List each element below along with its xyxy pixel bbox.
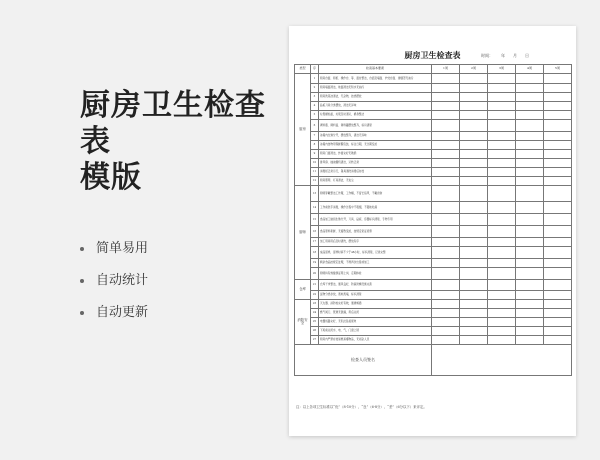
score-cell[interactable] bbox=[544, 93, 572, 102]
score-cell[interactable] bbox=[516, 280, 544, 291]
score-cell[interactable] bbox=[544, 280, 572, 291]
feature-item bbox=[80, 297, 148, 329]
year-label: 年 bbox=[501, 53, 505, 58]
table-row bbox=[295, 309, 572, 318]
score-cell[interactable] bbox=[544, 177, 572, 186]
score-cell[interactable] bbox=[544, 336, 572, 345]
score-cell[interactable] bbox=[488, 102, 516, 111]
score-cell[interactable] bbox=[544, 141, 572, 150]
row-number: 15 bbox=[311, 214, 319, 226]
criteria-cell: 食品原料新鲜，无腐败变质，按规定索证索票 bbox=[319, 226, 432, 238]
score-cell[interactable] bbox=[460, 214, 488, 226]
score-cell[interactable] bbox=[432, 84, 460, 93]
score-cell[interactable] bbox=[544, 186, 572, 202]
score-cell[interactable] bbox=[488, 120, 516, 132]
score-cell[interactable] bbox=[460, 247, 488, 259]
column-header: 3周 bbox=[488, 65, 516, 74]
criteria-cell: 厨房洗菜池清洁，无杂物，按类摆放 bbox=[319, 93, 432, 102]
criteria-cell: 食品加工做到生熟分开，刀具、砧板、容器标识清楚，专物专用 bbox=[319, 214, 432, 226]
score-cell[interactable] bbox=[544, 259, 572, 268]
score-cell[interactable] bbox=[488, 74, 516, 84]
table-row bbox=[295, 74, 572, 84]
score-cell[interactable] bbox=[516, 226, 544, 238]
table-row bbox=[295, 102, 572, 111]
feature-label: 自动统计 bbox=[96, 273, 149, 288]
score-cell[interactable] bbox=[432, 120, 460, 132]
score-cell[interactable] bbox=[488, 159, 516, 168]
score-cell[interactable] bbox=[432, 93, 460, 102]
row-number: 6 bbox=[311, 120, 319, 132]
criteria-cell: 厨师持有效健康证明上岗，定期体检 bbox=[319, 268, 432, 280]
month-label: 月 bbox=[513, 53, 517, 58]
criteria-cell: 成品留样，留样时间不少于48小时，标识清楚，记录完整 bbox=[319, 247, 432, 259]
signature-row bbox=[295, 345, 572, 376]
table-row bbox=[295, 318, 572, 327]
score-cell[interactable] bbox=[432, 226, 460, 238]
score-cell[interactable] bbox=[544, 84, 572, 93]
score-cell[interactable] bbox=[460, 327, 488, 336]
score-cell[interactable] bbox=[432, 168, 460, 177]
score-cell[interactable] bbox=[516, 84, 544, 93]
score-cell[interactable] bbox=[544, 327, 572, 336]
score-cell[interactable] bbox=[460, 300, 488, 309]
score-cell[interactable] bbox=[460, 150, 488, 159]
criteria-cell: 排风扇、抽油烟机清洁，运转正常 bbox=[319, 159, 432, 168]
score-cell[interactable] bbox=[544, 132, 572, 141]
category-cell: 仓库 bbox=[295, 280, 311, 300]
category-cell: 消防安全 bbox=[295, 300, 311, 345]
score-cell[interactable] bbox=[460, 120, 488, 132]
score-cell[interactable] bbox=[460, 111, 488, 120]
score-cell[interactable] bbox=[432, 300, 460, 309]
signature-field[interactable] bbox=[432, 345, 572, 376]
score-cell[interactable] bbox=[432, 259, 460, 268]
criteria-cell: 垃圾桶加盖，垃圾及时清运，桶身整洁 bbox=[319, 111, 432, 120]
row-number: 27 bbox=[311, 336, 319, 345]
score-cell[interactable] bbox=[516, 336, 544, 345]
document-preview bbox=[289, 26, 576, 436]
criteria-cell: 调料瓶、调料盒、调料罐摆放整齐，标识清楚 bbox=[319, 120, 432, 132]
criteria-cell: 厨房墙面清洁，地面清洁无积水无油污 bbox=[319, 84, 432, 93]
table-row bbox=[295, 336, 572, 345]
criteria-cell: 灭火器、消防栓完好有效，通道畅通 bbox=[319, 300, 432, 309]
row-number: 18 bbox=[311, 247, 319, 259]
promo-title-line2: 模版 bbox=[80, 160, 142, 195]
table-row bbox=[295, 259, 572, 268]
category-cell: 厨房 bbox=[295, 74, 311, 186]
score-cell[interactable] bbox=[516, 186, 544, 202]
row-number: 14 bbox=[311, 202, 319, 214]
score-cell[interactable] bbox=[460, 318, 488, 327]
criteria-cell: 厨房照明、灯具清洁，无灰尘 bbox=[319, 177, 432, 186]
score-cell[interactable] bbox=[516, 150, 544, 159]
score-cell[interactable] bbox=[516, 93, 544, 102]
column-header: 4周 bbox=[516, 65, 544, 74]
score-cell[interactable] bbox=[516, 168, 544, 177]
score-cell[interactable] bbox=[460, 268, 488, 280]
row-number: 2 bbox=[311, 84, 319, 93]
feature-item bbox=[80, 233, 148, 265]
row-number: 21 bbox=[311, 280, 319, 291]
table-row bbox=[295, 159, 572, 168]
score-cell[interactable] bbox=[432, 280, 460, 291]
score-cell[interactable] bbox=[488, 309, 516, 318]
row-number: 12 bbox=[311, 177, 319, 186]
score-cell[interactable] bbox=[488, 84, 516, 93]
score-cell[interactable] bbox=[432, 214, 460, 226]
table-row bbox=[295, 141, 572, 150]
score-cell[interactable] bbox=[544, 238, 572, 247]
promo-title-line1: 厨房卫生检查表 bbox=[80, 88, 266, 159]
score-cell[interactable] bbox=[460, 336, 488, 345]
table-row bbox=[295, 186, 572, 202]
table-row bbox=[295, 327, 572, 336]
score-cell[interactable] bbox=[460, 186, 488, 202]
score-cell[interactable] bbox=[432, 150, 460, 159]
day-label: 日 bbox=[525, 53, 529, 58]
score-cell[interactable] bbox=[516, 291, 544, 300]
score-cell[interactable] bbox=[516, 309, 544, 318]
score-cell[interactable] bbox=[544, 150, 572, 159]
score-cell[interactable] bbox=[516, 132, 544, 141]
score-cell[interactable] bbox=[460, 226, 488, 238]
score-cell[interactable] bbox=[516, 238, 544, 247]
score-cell[interactable] bbox=[432, 268, 460, 280]
criteria-cell: 燃气阀门、管道无泄漏，用后关闭 bbox=[319, 309, 432, 318]
score-cell[interactable] bbox=[516, 120, 544, 132]
score-cell[interactable] bbox=[432, 238, 460, 247]
score-cell[interactable] bbox=[544, 300, 572, 309]
score-cell[interactable] bbox=[544, 247, 572, 259]
score-cell[interactable] bbox=[544, 318, 572, 327]
signature-label: 检查人员签名 bbox=[295, 345, 432, 376]
column-header: 5周 bbox=[544, 65, 572, 74]
row-number: 10 bbox=[311, 159, 319, 168]
feature-label: 自动更新 bbox=[96, 305, 149, 320]
score-cell[interactable] bbox=[516, 247, 544, 259]
bullet-icon bbox=[80, 311, 84, 315]
feature-list bbox=[80, 233, 148, 329]
document-title: 厨房卫生检查表 bbox=[404, 50, 461, 60]
score-cell[interactable] bbox=[432, 74, 460, 84]
score-cell[interactable] bbox=[432, 327, 460, 336]
score-cell[interactable] bbox=[460, 259, 488, 268]
criteria-cell: 冰箱内食物用保鲜膜包装，标注日期，无过期变质 bbox=[319, 141, 432, 150]
row-number: 3 bbox=[311, 93, 319, 102]
score-cell[interactable] bbox=[460, 291, 488, 300]
criteria-cell: 厨房门窗清洁，纱窗完好无破损 bbox=[319, 150, 432, 159]
score-cell[interactable] bbox=[516, 141, 544, 150]
table-row bbox=[295, 150, 572, 159]
row-number: 5 bbox=[311, 111, 319, 120]
score-cell[interactable] bbox=[544, 202, 572, 214]
score-cell[interactable] bbox=[460, 238, 488, 247]
row-number: 19 bbox=[311, 259, 319, 268]
score-cell[interactable] bbox=[516, 74, 544, 84]
score-cell[interactable] bbox=[460, 202, 488, 214]
date-label: 时间： bbox=[481, 53, 493, 58]
table-row bbox=[295, 238, 572, 247]
column-header: 检查基本要素 bbox=[319, 65, 432, 74]
score-cell[interactable] bbox=[544, 214, 572, 226]
criteria-cell: 电器线路完好，无私拉乱接现象 bbox=[319, 318, 432, 327]
row-number: 22 bbox=[311, 291, 319, 300]
score-cell[interactable] bbox=[516, 214, 544, 226]
score-cell[interactable] bbox=[488, 150, 516, 159]
score-cell[interactable] bbox=[516, 259, 544, 268]
table-row bbox=[295, 84, 572, 93]
row-number: 24 bbox=[311, 309, 319, 318]
row-number: 16 bbox=[311, 226, 319, 238]
criteria-cell: 冰箱内生熟分开，摆放整齐，清洁无异味 bbox=[319, 132, 432, 141]
row-number: 13 bbox=[311, 186, 319, 202]
score-cell[interactable] bbox=[460, 309, 488, 318]
table-header-row bbox=[295, 65, 572, 74]
column-header: 1周 bbox=[432, 65, 460, 74]
score-cell[interactable] bbox=[488, 291, 516, 300]
table-row bbox=[295, 177, 572, 186]
score-cell[interactable] bbox=[488, 268, 516, 280]
criteria-cell: 工作前洗手消毒，操作过程中不吸烟，不随地吐痰 bbox=[319, 202, 432, 214]
table-row bbox=[295, 291, 572, 300]
feature-item bbox=[80, 265, 148, 297]
score-cell[interactable] bbox=[516, 300, 544, 309]
score-cell[interactable] bbox=[488, 214, 516, 226]
table-row bbox=[295, 226, 572, 238]
score-cell[interactable] bbox=[488, 202, 516, 214]
score-cell[interactable] bbox=[460, 102, 488, 111]
score-cell[interactable] bbox=[488, 186, 516, 202]
criteria-cell: 厨房台面、厨柜、操作台、等、面台整洁，台面及墙面、炉灶台面、排烟罩无油污 bbox=[319, 74, 432, 84]
score-cell[interactable] bbox=[460, 132, 488, 141]
table-row bbox=[295, 300, 572, 309]
column-header: 序 bbox=[311, 65, 319, 74]
score-cell[interactable] bbox=[488, 318, 516, 327]
score-cell[interactable] bbox=[544, 159, 572, 168]
score-cell[interactable] bbox=[432, 132, 460, 141]
score-cell[interactable] bbox=[516, 318, 544, 327]
score-cell[interactable] bbox=[460, 280, 488, 291]
row-number: 26 bbox=[311, 327, 319, 336]
criteria-cell: 货物分类存放，离地离墙，标识清楚 bbox=[319, 291, 432, 300]
score-cell[interactable] bbox=[488, 259, 516, 268]
criteria-cell: 厨房内严禁存放易燃易爆物品，无闲杂人员 bbox=[319, 336, 432, 345]
table-row bbox=[295, 268, 572, 280]
row-number: 1 bbox=[311, 74, 319, 84]
score-cell[interactable] bbox=[432, 186, 460, 202]
score-cell[interactable] bbox=[488, 226, 516, 238]
score-cell[interactable] bbox=[544, 74, 572, 84]
bullet-icon bbox=[80, 247, 84, 251]
score-cell[interactable] bbox=[460, 93, 488, 102]
table-row bbox=[295, 247, 572, 259]
score-cell[interactable] bbox=[432, 177, 460, 186]
inspection-table bbox=[294, 64, 572, 376]
score-cell[interactable] bbox=[516, 159, 544, 168]
score-cell[interactable] bbox=[432, 247, 460, 259]
score-cell[interactable] bbox=[488, 327, 516, 336]
score-cell[interactable] bbox=[432, 291, 460, 300]
category-cell: 厨师 bbox=[295, 186, 311, 280]
row-number: 17 bbox=[311, 238, 319, 247]
date-line bbox=[481, 53, 537, 59]
criteria-cell: 厨师穿戴整洁工作服、工作帽，不留长指甲，不戴首饰 bbox=[319, 186, 432, 202]
score-cell[interactable] bbox=[488, 141, 516, 150]
score-cell[interactable] bbox=[544, 120, 572, 132]
score-cell[interactable] bbox=[544, 268, 572, 280]
score-cell[interactable] bbox=[488, 280, 516, 291]
score-cell[interactable] bbox=[488, 168, 516, 177]
score-cell[interactable] bbox=[460, 74, 488, 84]
score-cell[interactable] bbox=[488, 132, 516, 141]
score-cell[interactable] bbox=[488, 247, 516, 259]
score-cell[interactable] bbox=[432, 102, 460, 111]
feature-label: 简单易用 bbox=[96, 241, 149, 256]
table-row bbox=[295, 214, 572, 226]
score-cell[interactable] bbox=[488, 111, 516, 120]
score-cell[interactable] bbox=[544, 102, 572, 111]
score-cell[interactable] bbox=[432, 141, 460, 150]
table-row bbox=[295, 280, 572, 291]
promo-title bbox=[80, 88, 280, 196]
score-cell[interactable] bbox=[460, 141, 488, 150]
column-header: 类型 bbox=[295, 65, 311, 74]
criteria-cell: 剩余食品按规定处理，不得再次出售或加工 bbox=[319, 259, 432, 268]
score-cell[interactable] bbox=[488, 93, 516, 102]
score-cell[interactable] bbox=[432, 318, 460, 327]
score-cell[interactable] bbox=[488, 238, 516, 247]
table-row bbox=[295, 132, 572, 141]
score-cell[interactable] bbox=[432, 309, 460, 318]
score-cell[interactable] bbox=[516, 202, 544, 214]
score-cell[interactable] bbox=[432, 111, 460, 120]
score-cell[interactable] bbox=[460, 177, 488, 186]
bullet-icon bbox=[80, 279, 84, 283]
row-number: 9 bbox=[311, 150, 319, 159]
score-cell[interactable] bbox=[544, 168, 572, 177]
score-cell[interactable] bbox=[488, 336, 516, 345]
criteria-cell: 加工用具用后及时清洗，摆放有序 bbox=[319, 238, 432, 247]
criteria-cell: 消毒柜正常运行，餐具清洗消毒后存放 bbox=[319, 168, 432, 177]
score-cell[interactable] bbox=[432, 336, 460, 345]
table-row bbox=[295, 120, 572, 132]
criteria-cell: 砧板刀具分类摆放，清洁无异味 bbox=[319, 102, 432, 111]
row-number: 23 bbox=[311, 300, 319, 309]
row-number: 7 bbox=[311, 132, 319, 141]
row-number: 8 bbox=[311, 141, 319, 150]
score-cell[interactable] bbox=[544, 111, 572, 120]
score-cell[interactable] bbox=[544, 309, 572, 318]
score-cell[interactable] bbox=[460, 159, 488, 168]
score-cell[interactable] bbox=[432, 202, 460, 214]
criteria-cell: 仓库干净整洁，通风良好，防鼠防蝇设施完善 bbox=[319, 280, 432, 291]
score-cell[interactable] bbox=[516, 111, 544, 120]
table-row bbox=[295, 111, 572, 120]
score-cell[interactable] bbox=[516, 177, 544, 186]
footnote: 注：以上各项卫生标准以“优”（8-10分）、“良”（6-8分）、“差”（6分以下）来评定。 bbox=[296, 405, 427, 409]
table-row bbox=[295, 93, 572, 102]
score-cell[interactable] bbox=[460, 168, 488, 177]
score-cell[interactable] bbox=[488, 300, 516, 309]
row-number: 20 bbox=[311, 268, 319, 280]
score-cell[interactable] bbox=[488, 177, 516, 186]
column-header: 2周 bbox=[460, 65, 488, 74]
score-cell[interactable] bbox=[544, 226, 572, 238]
table-row bbox=[295, 202, 572, 214]
score-cell[interactable] bbox=[516, 102, 544, 111]
score-cell[interactable] bbox=[544, 291, 572, 300]
criteria-cell: 下班前关闭水、电、气，门窗上锁 bbox=[319, 327, 432, 336]
row-number: 25 bbox=[311, 318, 319, 327]
score-cell[interactable] bbox=[516, 268, 544, 280]
score-cell[interactable] bbox=[432, 159, 460, 168]
table-row bbox=[295, 168, 572, 177]
score-cell[interactable] bbox=[460, 84, 488, 93]
row-number: 4 bbox=[311, 102, 319, 111]
row-number: 11 bbox=[311, 168, 319, 177]
score-cell[interactable] bbox=[516, 327, 544, 336]
